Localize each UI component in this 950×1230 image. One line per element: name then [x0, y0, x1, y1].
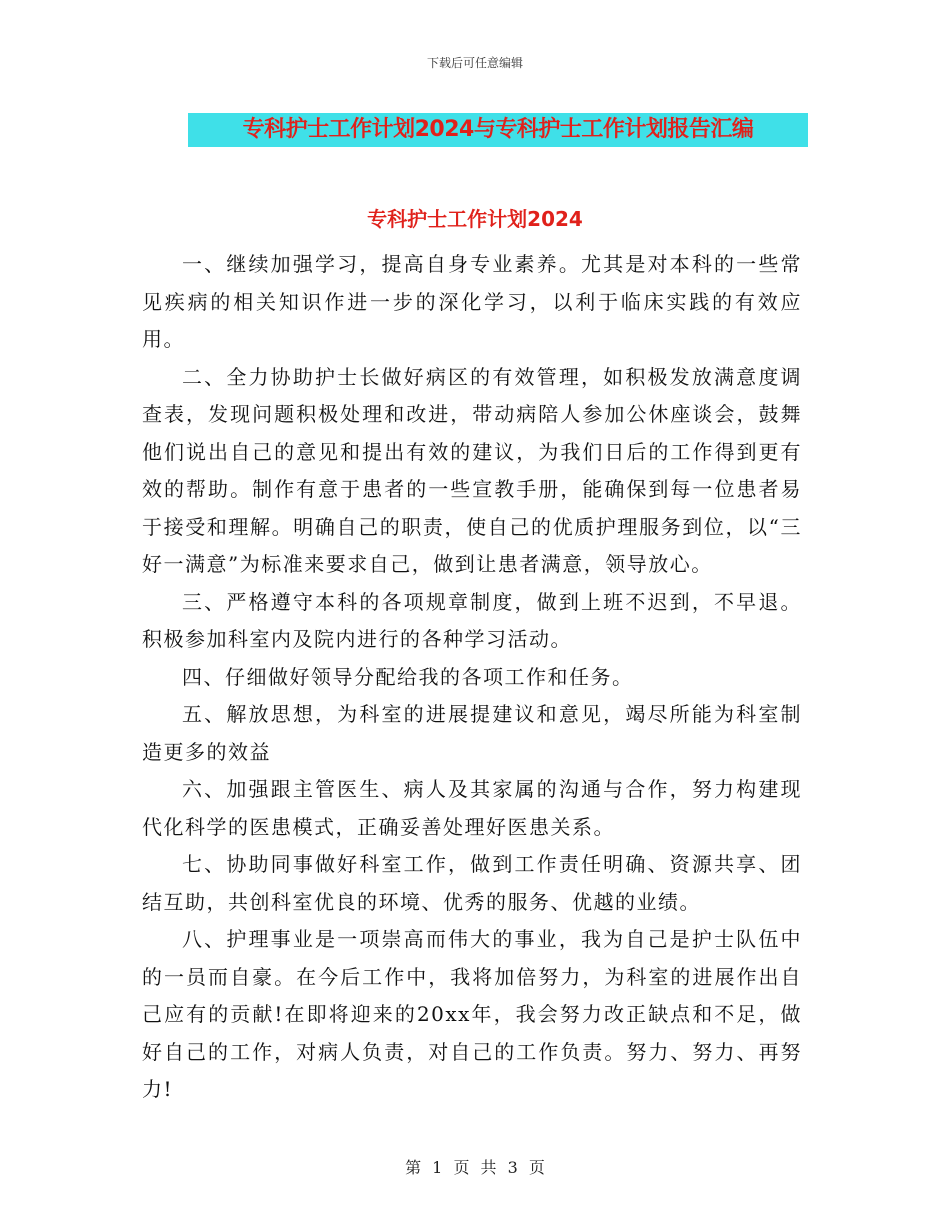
header-note: 下载后可任意编辑: [426, 56, 523, 70]
paragraph-1: 一、继续加强学习，提高自身专业素养。尤其是对本科的一些常见疾病的相关知识作进一步的深化学习，以利于临床实践的有效应用。: [142, 252, 802, 351]
document-body: [142, 246, 802, 1109]
section-title: 专科护士工作计划2024: [367, 207, 583, 231]
paragraph-8: 八、护理事业是一项崇高而伟大的事业，我为自己是护士队伍中的一员而自豪。在今后工作中，我将加倍努力，为科室的进展作出自己应有的贡献!在即将迎来的20xx年，我会努力改正缺点和不足，做好自己的工作，对病人负责，对自己的工作负责。努力、努力、再努力!: [142, 927, 802, 1101]
paragraph-6: 六、加强跟主管医生、病人及其家属的沟通与合作，努力构建现代化科学的医患模式，正确妥善处理好医患关系。: [142, 777, 802, 839]
main-title: 专科护士工作计划2024与专科护士工作计划报告汇编: [242, 117, 754, 142]
main-title-highlight: [188, 113, 808, 147]
paragraph-3: 三、严格遵守本科的各项规章制度，做到上班不迟到，不早退。积极参加科室内及院内进行的各种学习活动。: [142, 589, 802, 651]
paragraph-7: 七、协助同事做好科室工作，做到工作责任明确、资源共享、团结互助，共创科室优良的环境、优秀的服务、优越的业绩。: [142, 852, 802, 914]
page-number-footer: 第 1 页 共 3 页: [405, 1158, 545, 1177]
paragraph-4: 四、仔细做好领导分配给我的各项工作和任务。: [182, 664, 634, 689]
paragraph-5: 五、解放思想，为科室的进展提建议和意见，竭尽所能为科室制造更多的效益: [142, 702, 802, 764]
paragraph-2: 二、全力协助护士长做好病区的有效管理，如积极发放满意度调查表，发现问题积极处理和改进，带动病陪人参加公休座谈会，鼓舞他们说出自己的意见和提出有效的建议，为我们日后的工作得到更有效的帮助。制作有意于患者的一些宣教手册，能确保到每一位患者易于接受和理解。明确自己的职责，使自己的优质护理服务到位，以“三好一满意”为标准来要求自己，做到让患者满意，领导放心。: [142, 364, 802, 576]
